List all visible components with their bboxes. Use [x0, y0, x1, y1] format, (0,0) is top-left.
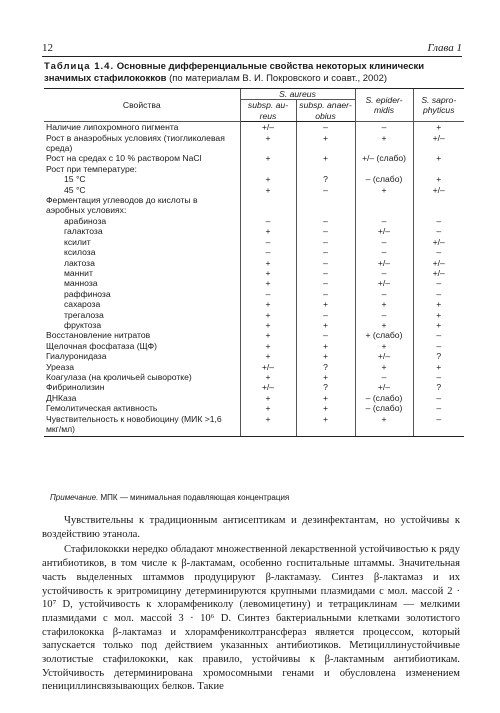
value-cell: – — [355, 237, 413, 247]
value-cell: + — [240, 320, 296, 330]
value-cell: – — [413, 216, 464, 226]
value-cell: + — [355, 320, 413, 330]
value-cell: – — [413, 393, 464, 403]
table-label: Таблица 1.4. — [44, 61, 115, 72]
note-label: Примечание. — [50, 493, 99, 502]
property-cell: Гемолитическая активность — [46, 403, 158, 414]
value-cell: + — [296, 299, 355, 309]
property-cell: галактоза — [64, 226, 103, 237]
value-cell: ? — [413, 351, 464, 361]
value-cell: +/– — [240, 122, 296, 133]
table-row — [44, 164, 464, 174]
value-cell — [240, 195, 296, 216]
body-text — [42, 514, 460, 696]
value-cell: +/– — [413, 185, 464, 195]
value-cell: + — [355, 185, 413, 195]
value-cell: + — [296, 403, 355, 413]
paragraph: Стафилококки нередко обладают множественной лекарственной устойчивостью к ряду антибиотиков, в том числе к β-лактамам, особенно госпитальные штаммы. Значительная часть выделенных штаммов продуцируют β-лактамазу. Синтез β-лактамаз и их устойчивость к эритромицину детерминируются крупными плазмидами с мол. массой 2 · 10⁷ D, устойчивость к хлорамфениколу (левомицетину) и тетрациклинам — мелкими плазмидами с мол. массой 3 · 10⁶ D. Синтез бактериальными клетками золотистого стафилококка β-лактамаз и хлорамфениколтрансфераз является процессом, который запускается только под действием указанных антибиотиков. Метициллинустойчивые золотистые стафилококки, как правило, устойчивы к β-лактамным антибиотикам. Устойчивость детерминирована хромосомными генами и обусловлена изменением пенициллинсвязывающих белков. Такие — [42, 544, 460, 693]
value-cell: + — [413, 320, 464, 330]
header-subsp-anaerobius: subsp. anaer-obius — [296, 100, 355, 122]
value-cell: – — [413, 247, 464, 257]
table-note — [50, 493, 460, 502]
table-row — [44, 403, 464, 413]
property-cell: Рост в анаэробных условиях (тиогликолевая среда) — [46, 132, 225, 154]
value-cell: + — [240, 299, 296, 309]
property-cell: ксилит — [64, 236, 91, 247]
table-row — [44, 351, 464, 361]
value-cell: + — [296, 351, 355, 361]
table-row — [44, 258, 464, 268]
value-cell: – — [296, 268, 355, 278]
value-cell — [355, 195, 413, 216]
value-cell: +/– — [355, 382, 413, 392]
table-row — [44, 195, 464, 216]
table-row — [44, 226, 464, 236]
property-cell: 45 °C — [64, 184, 86, 195]
header-s-aureus: S. aureus — [240, 89, 355, 100]
value-cell: – — [296, 185, 355, 195]
value-cell: + — [355, 414, 413, 437]
value-cell: – (слабо) — [355, 174, 413, 184]
value-cell: – — [413, 330, 464, 340]
property-cell: лактоза — [64, 257, 95, 268]
table-row — [44, 299, 464, 309]
property-cell: фруктоза — [64, 319, 102, 330]
value-cell — [413, 164, 464, 174]
table-row — [44, 372, 464, 382]
page-number: 12 — [42, 42, 53, 54]
header-s-saprophyticus: S. sapro-phyticus — [413, 89, 464, 122]
header-properties: Свойства — [44, 89, 240, 122]
staphylococci-table — [44, 88, 464, 437]
value-cell: + — [240, 403, 296, 413]
value-cell: + — [355, 362, 413, 372]
value-cell: + — [296, 414, 355, 437]
value-cell: – — [296, 330, 355, 340]
property-cell: раффиноза — [64, 288, 111, 299]
table-source: (по материалам В. И. Покровского и соавт., 2002) — [169, 72, 388, 84]
property-cell: маннит — [64, 267, 93, 278]
value-cell: + — [355, 299, 413, 309]
value-cell: – (слабо) — [355, 403, 413, 413]
property-cell: ксилоза — [64, 247, 96, 258]
value-cell: – — [296, 216, 355, 226]
table-title: Основные дифференциальные свойства некоторых клинически значимых стафилококков — [44, 61, 425, 84]
table-row — [44, 382, 464, 392]
value-cell: + — [240, 372, 296, 382]
value-cell: – — [413, 372, 464, 382]
value-cell: ? — [296, 382, 355, 392]
table-caption — [44, 61, 462, 84]
value-cell: + — [240, 341, 296, 351]
value-cell: +/– — [413, 237, 464, 247]
value-cell: – — [413, 341, 464, 351]
value-cell: – — [296, 310, 355, 320]
value-cell: + — [240, 393, 296, 403]
property-cell: Фибринолизин — [46, 382, 105, 393]
table-row — [44, 362, 464, 372]
value-cell: + — [413, 310, 464, 320]
value-cell: + — [296, 133, 355, 154]
table-row — [44, 320, 464, 330]
table-row — [44, 393, 464, 403]
value-cell: + — [240, 268, 296, 278]
property-cell: Восстановление нитратов — [46, 330, 151, 341]
value-cell: +/– — [413, 268, 464, 278]
value-cell: +/– — [355, 258, 413, 268]
value-cell: + — [240, 174, 296, 184]
table-row — [44, 341, 464, 351]
value-cell: – — [296, 226, 355, 236]
value-cell: + — [296, 372, 355, 382]
value-cell: + — [240, 185, 296, 195]
table-row — [44, 247, 464, 257]
value-cell: – — [296, 289, 355, 299]
value-cell: + — [240, 133, 296, 154]
value-cell: – — [296, 278, 355, 288]
value-cell: – — [355, 122, 413, 133]
value-cell: + — [240, 258, 296, 268]
value-cell: + — [413, 362, 464, 372]
value-cell: + (слабо) — [355, 330, 413, 340]
table-row — [44, 310, 464, 320]
table-row — [44, 414, 464, 437]
property-cell: ДНКаза — [46, 392, 77, 403]
value-cell: + — [413, 122, 464, 133]
value-cell — [355, 164, 413, 174]
property-cell: манноза — [64, 278, 98, 289]
property-cell: Коагулаза (на кроличьей сыворотке) — [46, 371, 192, 382]
value-cell: + — [240, 153, 296, 163]
property-cell: Щелочная фосфатаза (ЩФ) — [46, 340, 158, 351]
header-rule — [42, 56, 462, 57]
value-cell: + — [296, 320, 355, 330]
value-cell: – — [413, 289, 464, 299]
value-cell: – — [296, 122, 355, 133]
paragraph: Чувствительны к традиционным антисептикам и дезинфектантам, но устойчивы к воздействию этанола. — [42, 515, 460, 540]
value-cell: + — [413, 299, 464, 309]
value-cell: +/– — [355, 226, 413, 236]
table-row — [44, 216, 464, 226]
chapter-title: Глава 1 — [427, 42, 462, 54]
running-header — [42, 42, 462, 54]
value-cell: – — [355, 310, 413, 320]
value-cell — [296, 195, 355, 216]
value-cell: +/– — [240, 382, 296, 392]
property-cell: сахароза — [64, 299, 101, 310]
value-cell: +/– — [240, 362, 296, 372]
value-cell: – — [355, 216, 413, 226]
value-cell: +/– — [413, 133, 464, 154]
value-cell: + — [296, 153, 355, 163]
value-cell: – — [296, 247, 355, 257]
value-cell: – — [355, 247, 413, 257]
table-row — [44, 185, 464, 195]
value-cell: – — [413, 414, 464, 437]
value-cell: – — [240, 237, 296, 247]
value-cell: + — [413, 153, 464, 163]
value-cell: +/– — [355, 351, 413, 361]
value-cell: +/– — [355, 278, 413, 288]
value-cell: – — [296, 237, 355, 247]
value-cell: + — [240, 330, 296, 340]
property-cell: Рост на средах с 10 % раствором NaCl — [46, 153, 202, 164]
value-cell: + — [296, 393, 355, 403]
value-cell: + — [240, 226, 296, 236]
value-cell: +/– — [413, 258, 464, 268]
value-cell: + — [240, 310, 296, 320]
note-text: МПК — минимальная подавляющая концентрация — [98, 493, 290, 502]
property-cell: Ферментация углеводов до кислоты в аэробных условиях: — [46, 195, 198, 216]
value-cell: ? — [296, 174, 355, 184]
value-cell: – — [413, 403, 464, 413]
property-cell: трегалоза — [64, 309, 104, 320]
header-s-epidermidis: S. epider-midis — [355, 89, 413, 122]
value-cell — [240, 164, 296, 174]
table-row — [44, 237, 464, 247]
property-cell: Гиалуронидаза — [46, 351, 107, 362]
table-row — [44, 133, 464, 154]
value-cell: + — [413, 174, 464, 184]
value-cell: – — [413, 278, 464, 288]
value-cell: + — [240, 414, 296, 437]
value-cell: + — [296, 341, 355, 351]
value-cell: – (слабо) — [355, 393, 413, 403]
value-cell: + — [240, 351, 296, 361]
value-cell: + — [240, 278, 296, 288]
table-row — [44, 268, 464, 278]
value-cell: – — [355, 289, 413, 299]
value-cell: +/– (слабо) — [355, 153, 413, 163]
table-row — [44, 174, 464, 184]
property-cell: 15 °C — [64, 174, 86, 185]
table-row — [44, 122, 464, 133]
table-row — [44, 153, 464, 163]
table-row — [44, 278, 464, 288]
value-cell — [296, 164, 355, 174]
property-cell: Чувствительность к новобиоцину (МИК >1,6 мкг/мл) — [44, 414, 240, 437]
header-subsp-aureus: subsp. au-reus — [240, 100, 296, 122]
value-cell: – — [355, 372, 413, 382]
value-cell: – — [355, 268, 413, 278]
value-cell: ? — [413, 382, 464, 392]
value-cell: – — [240, 216, 296, 226]
value-cell — [413, 195, 464, 216]
table-row — [44, 289, 464, 299]
value-cell: + — [355, 133, 413, 154]
property-cell: арабиноза — [64, 215, 107, 226]
value-cell: ? — [296, 362, 355, 372]
value-cell: – — [240, 247, 296, 257]
value-cell: – — [240, 289, 296, 299]
property-cell: Рост при температуре: — [46, 163, 137, 174]
value-cell: – — [296, 258, 355, 268]
table-row — [44, 330, 464, 340]
property-cell: Наличие липохромного пигмента — [46, 122, 179, 133]
value-cell: + — [355, 341, 413, 351]
value-cell: – — [413, 226, 464, 236]
property-cell: Уреаза — [46, 361, 75, 372]
